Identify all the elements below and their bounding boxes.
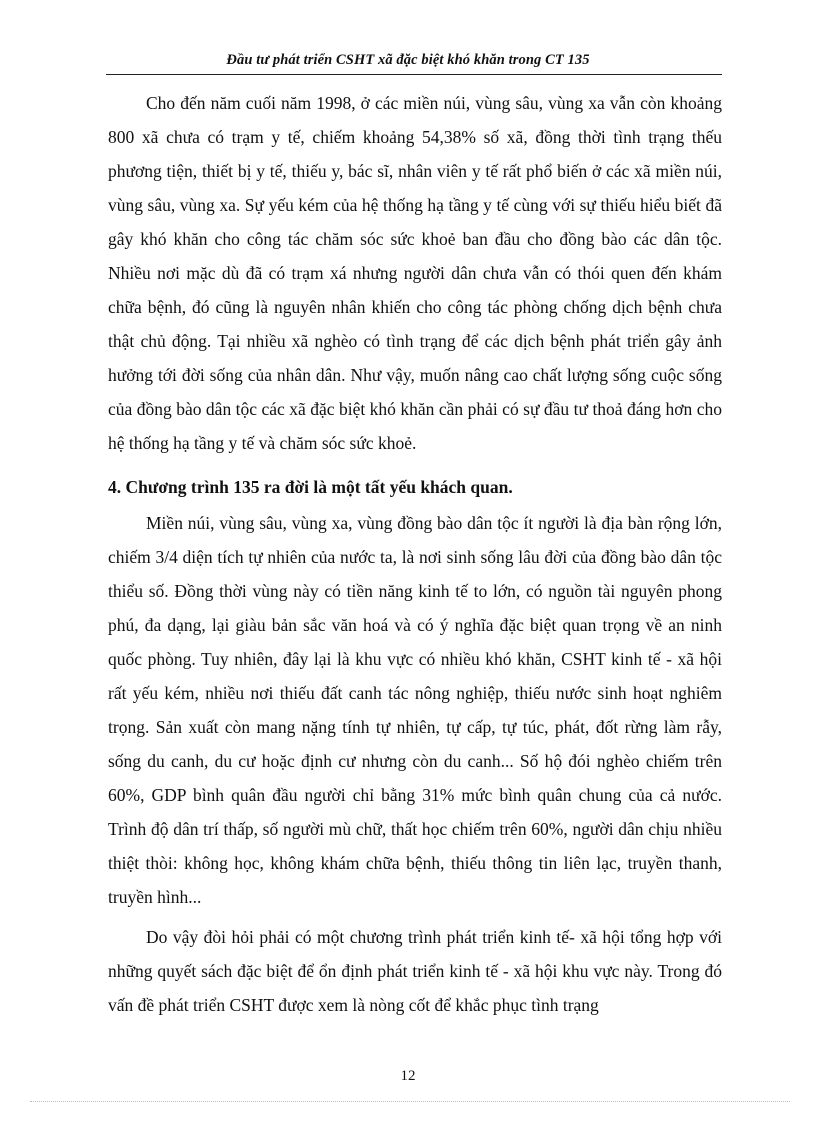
paragraph: Miền núi, vùng sâu, vùng xa, vùng đồng bào dân tộc ít người là địa bàn rộng lớn, chiếm 3/4 diện tích tự nhiên của nước ta, là nơi sinh sống lâu đời của đồng bào dân tộc thiểu số. Đồng thời vùng này có tiền năng kinh tế to lớn, có nguồn tài nguyên phong phú, đa dạng, lại giàu bản sắc văn hoá và có ý nghĩa đặc biệt quan trọng về an ninh quốc phòng. Tuy nhiên, đây lại là khu vực có nhiều khó khăn, CSHT kinh tế - xã hội rất yếu kém, nhiều nơi thiếu đất canh tác nông nghiệp, thiếu nước sinh hoạt nghiêm trọng. Sản xuất còn mang nặng tính tự nhiên, tự cấp, tự túc, phát, đốt rừng làm rẫy, sống du canh, du cư hoặc định cư nhưng còn du canh... Số hộ đói nghèo chiếm trên 60%, GDP bình quân đầu người chỉ bằng 31% mức bình quân chung của cả nước. Trình độ dân trí thấp, số người mù chữ, thất học chiếm trên 60%, người dân chịu nhiều thiệt thòi: không học, không khám chữa bệnh, thiếu thông tin liên lạc, truyền thanh, truyền hình... bbox=[108, 513, 722, 907]
footer-divider bbox=[30, 1101, 790, 1102]
page-header-title: Đầu tư phát triển CSHT xã đặc biệt khó khăn trong CT 135 bbox=[226, 52, 590, 68]
document-body bbox=[108, 86, 722, 1022]
section-heading: 4. Chương trình 135 ra đời là một tất yếu khách quan. bbox=[108, 477, 513, 497]
header-divider bbox=[106, 74, 722, 75]
page-number: 12 bbox=[400, 1068, 416, 1084]
paragraph: Cho đến năm cuối năm 1998, ở các miền núi, vùng sâu, vùng xa vẫn còn khoảng 800 xã chưa có trạm y tế, chiếm khoảng 54,38% số xã, đồng thời tình trạng thếu phương tiện, thiết bị y tế, thiếu y, bác sĩ, nhân viên y tế rất phổ biến ở các xã miền núi, vùng sâu, vùng xa. Sự yếu kém của hệ thống hạ tầng y tế cùng với sự thiếu hiểu biết đã gây khó khăn cho công tác chăm sóc sức khoẻ ban đầu cho đồng bào các dân tộc. Nhiều nơi mặc dù đã có trạm xá nhưng người dân chưa vẫn có thói quen đến khám chữa bệnh, đó cũng là nguyên nhân khiến cho công tác phòng chống dịch bệnh chưa thật chủ động. Tại nhiều xã nghèo có tình trạng để các dịch bệnh phát triển gây ảnh hưởng tới đời sống của nhân dân. Như vậy, muốn nâng cao chất lượng sống cuộc sống của đồng bào dân tộc các xã đặc biệt khó khăn cần phải có sự đầu tư thoả đáng hơn cho hệ thống hạ tầng y tế và chăm sóc sức khoẻ. bbox=[108, 93, 722, 453]
paragraph: Do vậy đòi hỏi phải có một chương trình phát triển kinh tế- xã hội tổng hợp với những quyết sách đặc biệt để ổn định phát triển kinh tế - xã hội khu vực này. Trong đó vấn đề phát triển CSHT được xem là nòng cốt để khắc phục tình trạng bbox=[108, 927, 722, 1015]
